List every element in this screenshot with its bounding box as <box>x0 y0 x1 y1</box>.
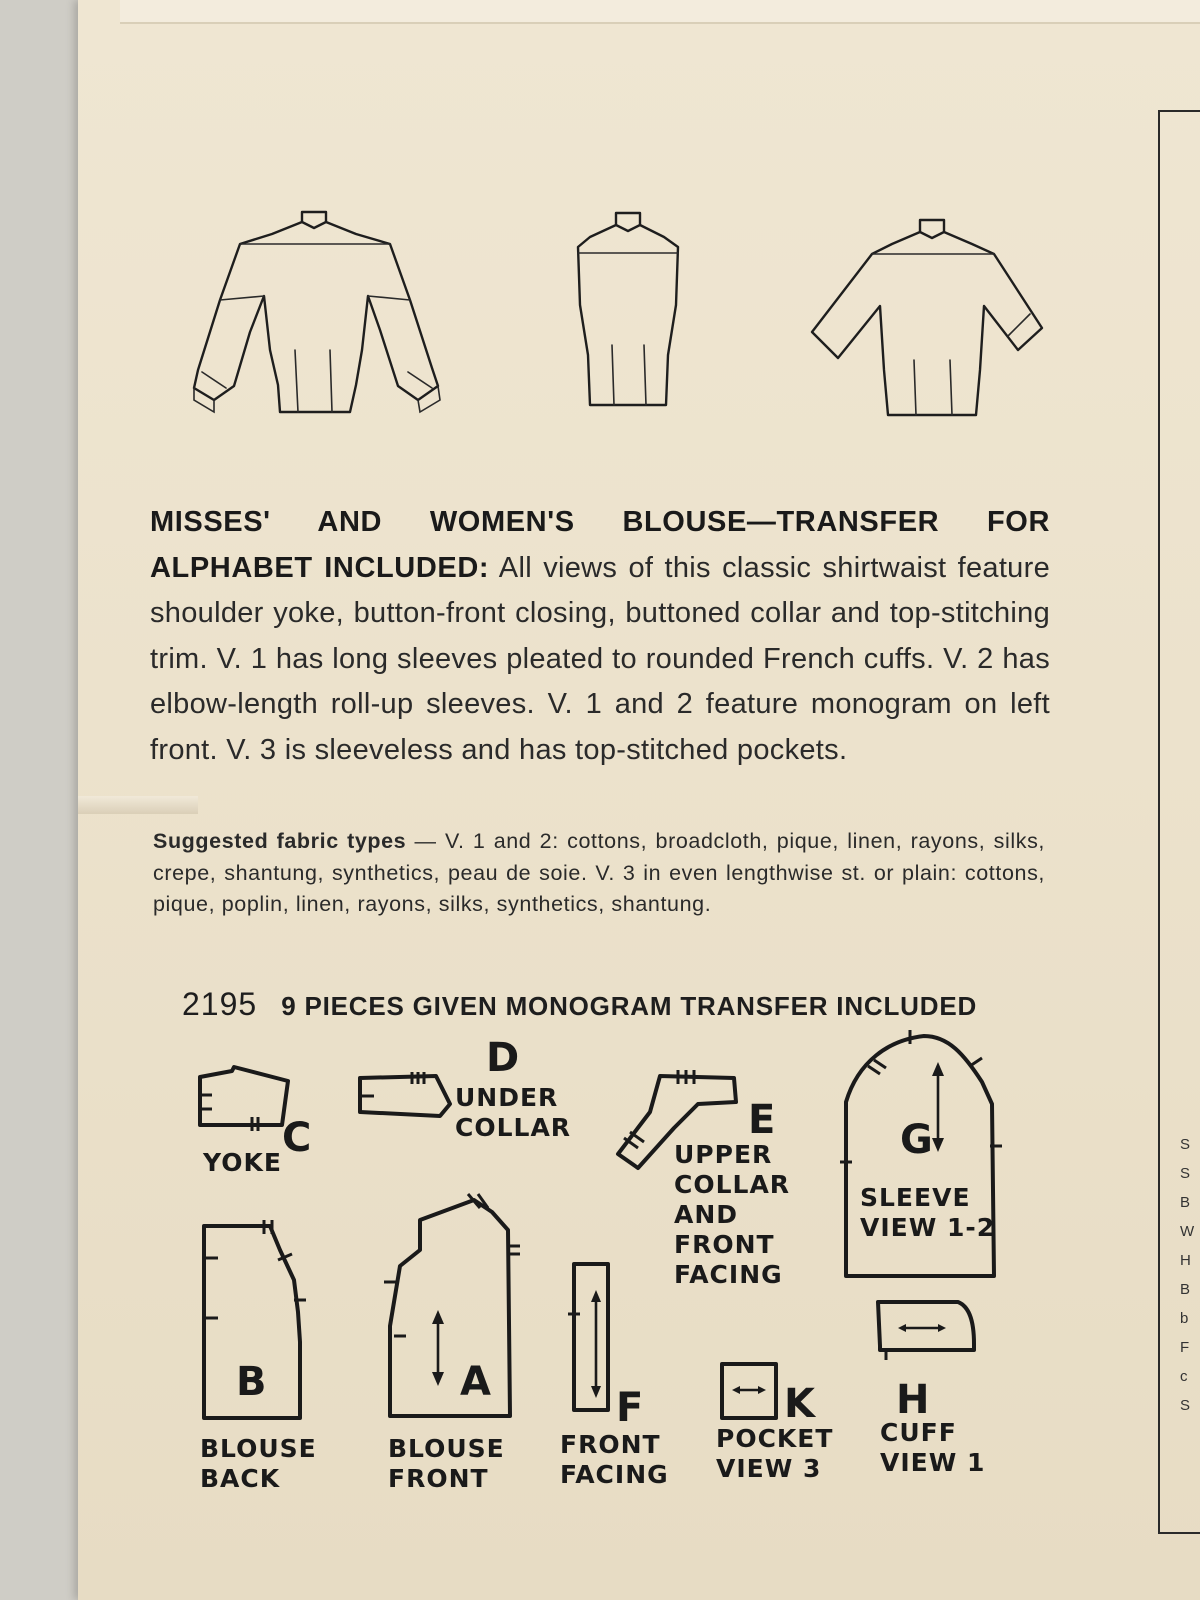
piece-label-facing-e: FACING <box>674 1260 783 1289</box>
pattern-piece-under-collar <box>356 1070 456 1122</box>
piece-letter-a: A <box>460 1359 491 1405</box>
pattern-description <box>150 500 1050 773</box>
piece-label-front-f: FRONT <box>560 1430 661 1459</box>
pattern-piece-cuff <box>872 1296 982 1362</box>
adjacent-panel-text: S S B W H B b F c S <box>1180 1136 1195 1414</box>
piece-label-front-e: FRONT <box>674 1230 775 1259</box>
piece-label-under: UNDER <box>455 1083 559 1112</box>
piece-label-cuff: CUFF <box>880 1418 957 1447</box>
piece-label-blouse-b: BLOUSE <box>200 1434 317 1463</box>
piece-letter-g: G <box>900 1117 933 1163</box>
piece-letter-k: K <box>784 1381 815 1427</box>
piece-label-sleeve: SLEEVE <box>860 1183 971 1212</box>
piece-label-view-1-2: VIEW 1-2 <box>860 1213 996 1242</box>
fabric-body: — V. 1 and 2: cottons, broadcloth, pique, linen, rayons, silks, crepe, shantung, synthetics, peau de soie. V. 3 in even lengthwise st. or plain: cottons, pique, poplin, linen, rayons, silks, synthetics, shantung. <box>153 829 1046 916</box>
blouse-back-sleeveless-drawing <box>560 205 700 425</box>
piece-letter-d: D <box>486 1035 520 1081</box>
pattern-piece-front-facing <box>568 1258 618 1418</box>
piece-label-facing-f: FACING <box>560 1460 669 1489</box>
description-body: All views of this classic shirtwaist feature shoulder yoke, button-front closing, buttoned collar and top-stitching trim. V. 1 has long sleeves pleated to rounded French cuffs. V. 2 has elbow-length roll-up sleeves. V. 1 and 2 feature monogram on left front. V. 3 is sleeveless and has top-stitched pockets. <box>150 551 1050 766</box>
pieces-header <box>182 986 1062 1023</box>
piece-letter-e: E <box>748 1097 776 1143</box>
suggested-fabrics <box>153 826 1045 921</box>
piece-letter-h: H <box>896 1377 930 1423</box>
piece-label-upper: UPPER <box>674 1140 773 1169</box>
piece-label-back: BACK <box>200 1464 281 1493</box>
piece-label-and: AND <box>674 1200 739 1229</box>
piece-label-pocket: POCKET <box>716 1424 834 1453</box>
piece-label-view-3: VIEW 3 <box>716 1454 822 1483</box>
pattern-piece-blouse-front <box>384 1186 524 1426</box>
description-heading: MISSES' AND WOMEN'S BLOUSE—TRANSFER FOR ALPHABET INCLUDED: <box>150 506 1050 584</box>
piece-label-front-a: FRONT <box>388 1464 489 1493</box>
blouse-back-elbow-sleeve-drawing <box>808 210 1048 430</box>
pattern-piece-pocket <box>718 1360 782 1424</box>
piece-letter-f: F <box>616 1385 644 1431</box>
piece-letter-b: B <box>236 1359 267 1405</box>
fabric-heading: Suggested fabric types <box>153 829 407 853</box>
piece-label-collar: COLLAR <box>455 1113 572 1142</box>
piece-label-view-1: VIEW 1 <box>880 1448 986 1477</box>
blouse-back-long-sleeve-drawing <box>180 200 460 430</box>
pattern-number: 2195 <box>182 986 258 1022</box>
fold-crease <box>78 796 198 814</box>
pieces-count-text: 9 PIECES GIVEN MONOGRAM TRANSFER INCLUDED <box>281 991 978 1021</box>
piece-letter-c: C <box>282 1115 312 1161</box>
piece-label-collar-e: COLLAR <box>674 1170 791 1199</box>
piece-label-yoke: YOKE <box>203 1148 282 1177</box>
envelope-top-edge <box>120 0 1200 24</box>
pattern-piece-yoke <box>196 1065 296 1145</box>
piece-label-blouse-a: BLOUSE <box>388 1434 505 1463</box>
